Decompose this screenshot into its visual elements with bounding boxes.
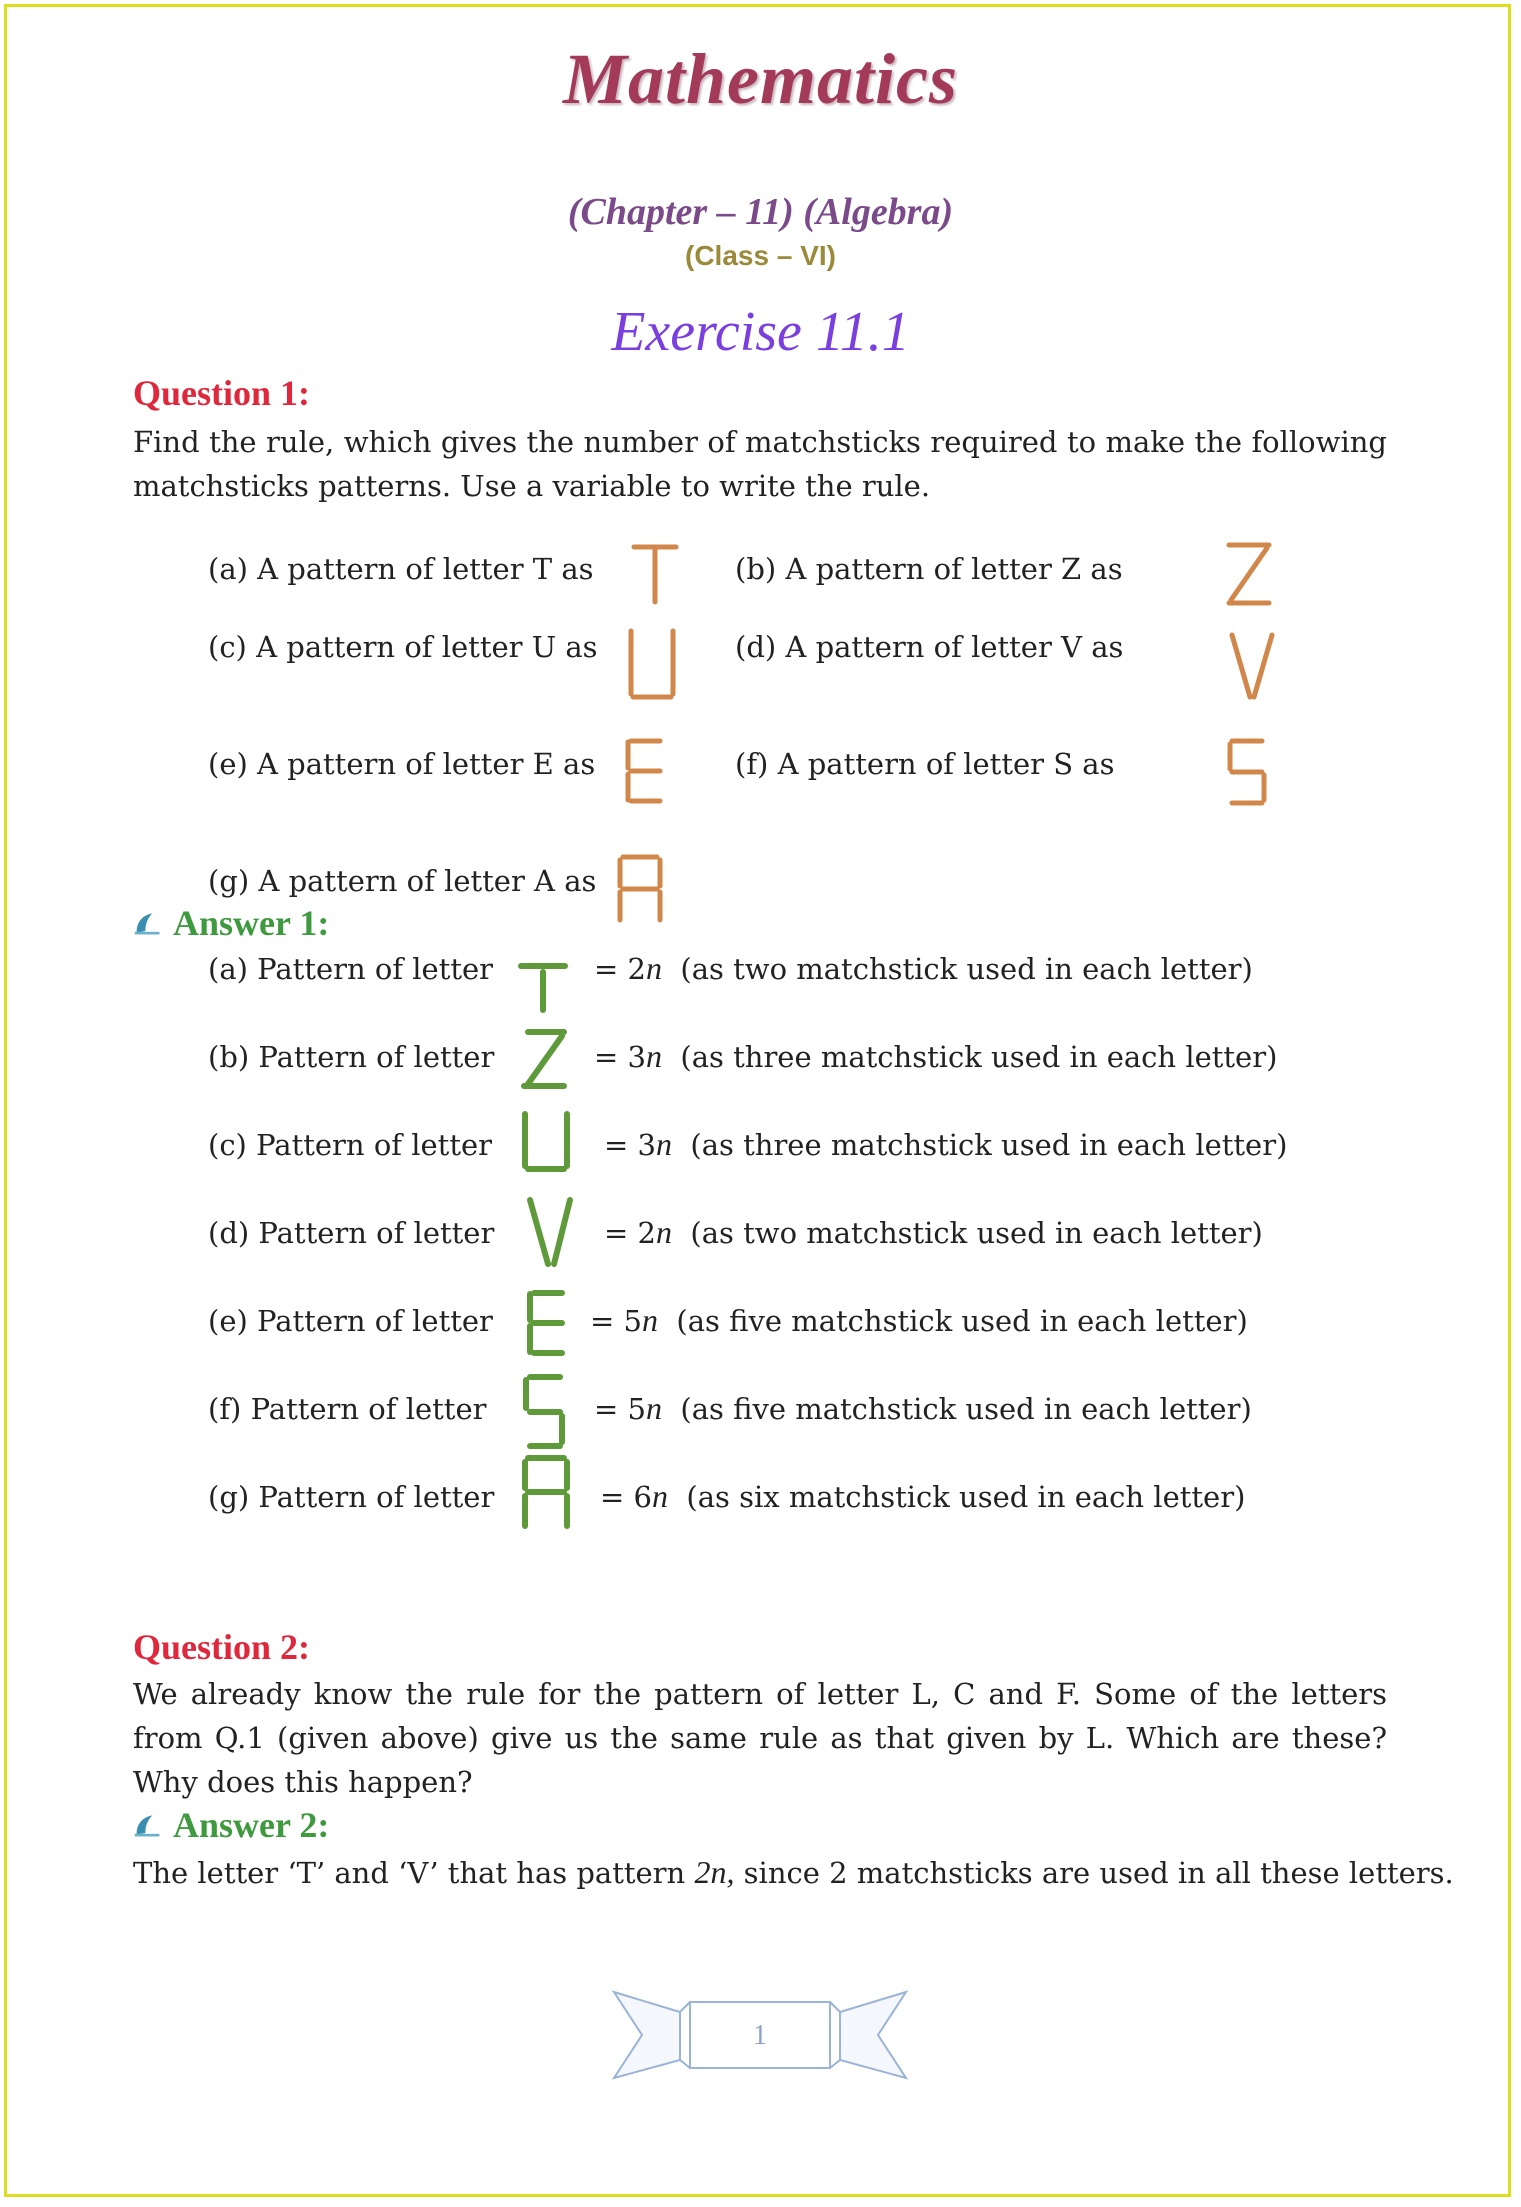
answer-row-f-label: (f) Pattern of letter bbox=[208, 1392, 487, 1426]
answer-row-d-rule: = 2n (as two matchstick used in each letter) bbox=[604, 1214, 1263, 1250]
answer-matchstick-A-icon bbox=[520, 1454, 572, 1530]
matchstick-T-icon bbox=[632, 544, 678, 604]
page-number: 1 bbox=[753, 2020, 767, 2051]
matchstick-Z-icon bbox=[1226, 542, 1272, 606]
answer-1-icon bbox=[133, 908, 163, 938]
answer-row-d-label: (d) Pattern of letter bbox=[208, 1216, 495, 1250]
question-item-c: (c) A pattern of letter U as bbox=[208, 630, 598, 664]
matchstick-V-icon bbox=[1228, 632, 1276, 700]
answer-row-a-label: (a) Pattern of letter bbox=[208, 952, 494, 986]
page-title: Mathematics bbox=[562, 39, 958, 119]
question-item-d: (d) A pattern of letter V as bbox=[735, 630, 1124, 664]
answer-matchstick-E-icon bbox=[526, 1290, 566, 1356]
question-1-heading: Question 1: bbox=[133, 373, 311, 413]
answer-matchstick-Z-icon bbox=[520, 1028, 568, 1090]
answer-2-icon bbox=[133, 1810, 163, 1840]
answer-matchstick-V-icon bbox=[526, 1196, 574, 1268]
answer-1-heading: Answer 1: bbox=[173, 903, 330, 943]
answer-row-g-label: (g) Pattern of letter bbox=[208, 1480, 495, 1514]
class-label: (Class – VI) bbox=[685, 240, 836, 271]
question-item-a: (a) A pattern of letter T as bbox=[208, 552, 594, 586]
matchstick-S-icon bbox=[1226, 738, 1268, 806]
answer-matchstick-S-icon bbox=[522, 1374, 566, 1450]
exercise-heading: Exercise 11.1 bbox=[611, 301, 910, 363]
question-1-text: Find the rule, which gives the number of matchsticks required to make the following matchsticks patterns. Use a variable to write the rule. bbox=[133, 425, 1387, 503]
answer-row-g-rule: = 6n (as six matchstick used in each letter) bbox=[600, 1478, 1246, 1514]
answer-row-b-label: (b) Pattern of letter bbox=[208, 1040, 495, 1074]
question-2-text: We already know the rule for the pattern of letter L, C and F. Some of the letters from Q.1 (given above) give us the same rule as that given by L. Which are these? Why does this happen? bbox=[133, 1677, 1387, 1799]
matchstick-A-icon bbox=[616, 854, 664, 924]
answer-matchstick-U-icon bbox=[520, 1110, 572, 1174]
question-2-heading: Question 2: bbox=[133, 1627, 311, 1667]
chapter-heading: (Chapter – 11) (Algebra) bbox=[567, 191, 954, 233]
answer-row-a-rule: = 2n (as two matchstick used in each letter) bbox=[594, 950, 1253, 986]
question-item-b: (b) A pattern of letter Z as bbox=[735, 552, 1123, 586]
answer-row-c-label: (c) Pattern of letter bbox=[208, 1128, 492, 1162]
answer-row-f-rule: = 5n (as five matchstick used in each letter) bbox=[594, 1390, 1252, 1426]
question-item-e: (e) A pattern of letter E as bbox=[208, 747, 596, 781]
question-item-f: (f) A pattern of letter S as bbox=[735, 747, 1115, 781]
matchstick-U-icon bbox=[627, 628, 677, 700]
answer-row-e-label: (e) Pattern of letter bbox=[208, 1304, 493, 1338]
answer-row-e-rule: = 5n (as five matchstick used in each letter) bbox=[590, 1302, 1248, 1338]
matchstick-E-icon bbox=[624, 738, 664, 804]
answer-2-heading: Answer 2: bbox=[173, 1805, 330, 1845]
answer-row-c-rule: = 3n (as three matchstick used in each letter) bbox=[604, 1126, 1288, 1162]
question-item-g: (g) A pattern of letter A as bbox=[208, 864, 597, 898]
answer-2-text: The letter ‘T’ and ‘V’ that has pattern 2n, since 2 matchsticks are used in all these letters. bbox=[133, 1854, 1454, 1890]
answer-row-b-rule: = 3n (as three matchstick used in each letter) bbox=[594, 1038, 1278, 1074]
